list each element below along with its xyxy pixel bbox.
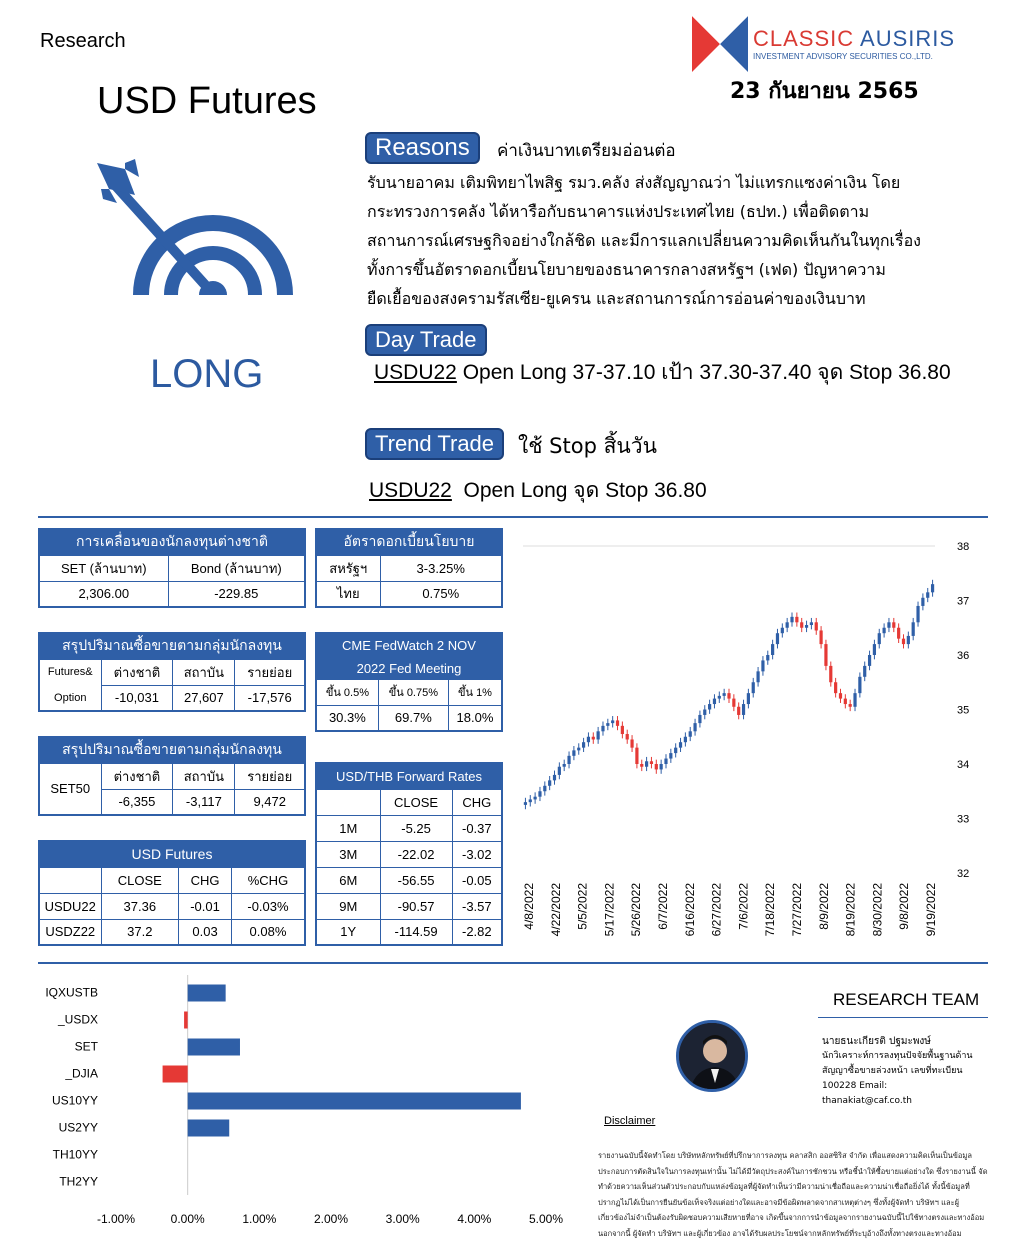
- disclaimer-body: รายงานฉบับนี้จัดทำโดย บริษัทหลักทรัพย์ที่ปรึกษาการลงทุน คลาสสิก ออสซิริส จำกัด เพื่อแสดงความคิดเห็นเป็นข้อมูลประกอบการตัดสินใจในการลงทุนเท่านั้น ไม่ได้มีวัตถุประสงค์ในการชักชวน หรือชี้นำให้ซื้อขายแต่อย่างใด ซึ่งรายงานนี้ จัดทำด้วยความเห็นส่วนตัวประกอบกับแหล่งข้อมูลที่ผู้จัดทำเห็นว่ามีความน่าเชื่อถือและความน่าเชื่อถือยิ่งได้ ทั้งนี้ข้อมูลที่ปรากฏไม่ได้เป็นการยืนยันข้อเท็จจริงแต่อย่างใดและอาจมีข้อผิดพลาดจากสาเหตุต่างๆ ซึ่งทั้งผู้จัดทำ บริษัทฯ และผู้เกี่ยวข้องไม่จำเป็นต้องรับผิดชอบความเสียหายที่อาจ เกิดขึ้นจากการนำข้อมูลจากรายงานฉบับนี้ไปใช้ทางตรงและทางอ้อม นอกจากนี้ ผู้จัดทำ บริษัทฯ และผู้เกี่ยวข้อง อาจได้รับผลประโยชน์จากหลักทรัพย์ที่ระบุอ้างถึงทั้งทางตรงและทางอ้อม: [598, 1151, 988, 1238]
- futures-flow-title: สรุปปริมาณซื้อขายตามกลุ่มนักลงทุน: [39, 633, 305, 659]
- bar: [188, 985, 226, 1002]
- page-title: USD Futures: [97, 80, 317, 122]
- analyst-name: นายธนะเกียรติ ปฐมะพงษ์: [822, 1036, 931, 1047]
- candle-body: [752, 682, 755, 693]
- row-label: 6M: [316, 867, 380, 893]
- trend-trade-plan: USDU22 Open Long จุด Stop 36.80: [369, 479, 707, 502]
- col-header: ต่างชาติ: [101, 659, 173, 685]
- candle-body: [708, 704, 711, 709]
- reasons-headline: ค่าเงินบาทเตรียมอ่อนต่อ: [497, 141, 676, 161]
- reasons-tag: Reasons: [365, 132, 480, 164]
- divider-bottom: [38, 962, 988, 964]
- cell: -22.02: [380, 841, 452, 867]
- candle-body: [849, 704, 852, 707]
- candle-body: [776, 633, 779, 644]
- row-label: 1M: [316, 815, 380, 841]
- candle-body: [921, 598, 924, 606]
- x-tick-label: 4/8/2022: [522, 883, 536, 930]
- analyst-avatar: [676, 1020, 748, 1092]
- row-label: 3M: [316, 841, 380, 867]
- cell: -17,576: [235, 685, 305, 711]
- x-tick-label: 7/6/2022: [736, 883, 751, 930]
- candle-body: [572, 750, 575, 755]
- candle-body: [868, 655, 871, 666]
- cell: 2,306.00: [39, 581, 168, 607]
- candle-body: [824, 644, 827, 666]
- bar: [184, 1012, 188, 1029]
- cell: -0.01: [179, 893, 232, 919]
- cell: -0.37: [452, 815, 502, 841]
- candle-body: [839, 693, 842, 698]
- cell: 3-3.25%: [380, 555, 502, 581]
- x-tick-label: 0.00%: [170, 1212, 205, 1226]
- candle-body: [907, 636, 910, 644]
- col-header: สถาบัน: [173, 659, 235, 685]
- candle-body: [679, 742, 682, 747]
- bar: [163, 1066, 188, 1083]
- candle-body: [887, 622, 890, 627]
- set50-flow-table: [38, 736, 306, 816]
- candle-body: [897, 628, 900, 639]
- futures-flow-table: [38, 632, 306, 712]
- reasons-body: รับนายอาคม เติมพิทยาไพสิฐ รมว.คลัง ส่งสัญญาณว่า ไม่แทรกแซงค่าเงิน โดย กระทรวงการคลัง ได้หารือกับธนาคารแห่งประเทศไทย (ธปท.) เพื่อติดตาม สถานการณ์เศรษฐกิจอย่างใกล้ชิด และมีการแลกเปลี่ยนความคิดเห็นกันในทุกเรื่อง ทั้งการขึ้นอัตราดอกเบี้ยนโยบายของธนาคารกลางสหรัฐฯ (เฟด) ปัญหาความ ยืดเยื้อของสงครามรัสเซีย-ยูเครน และสถานการณ์การอ่อนค่าของเงินบาท: [367, 173, 921, 308]
- foreign-flow-table: [38, 528, 306, 608]
- x-tick-label: 9/8/2022: [897, 883, 912, 930]
- candle-body: [718, 696, 721, 699]
- candle-body: [655, 764, 658, 769]
- cell: -5.25: [380, 815, 452, 841]
- candle-body: [723, 693, 726, 696]
- x-tick-label: -1.00%: [96, 1212, 136, 1226]
- candle-body: [664, 759, 667, 764]
- x-tick-label: 4/22/2022: [548, 883, 563, 937]
- usd-futures-title: USD Futures: [39, 841, 305, 867]
- bar: [188, 1039, 240, 1056]
- cell: 0.08%: [231, 919, 305, 945]
- col-header: รายย่อย: [235, 763, 305, 789]
- report-date: 23 กันยายน 2565: [730, 79, 919, 104]
- cell: -229.85: [168, 581, 305, 607]
- candle-body: [524, 802, 527, 805]
- candle-body: [587, 737, 590, 742]
- candle-body: [795, 617, 798, 622]
- cell: 0.03: [179, 919, 232, 945]
- candle-body: [819, 630, 822, 644]
- candle-body: [650, 761, 653, 764]
- candle-body: [761, 660, 764, 671]
- candle-body: [684, 737, 687, 742]
- cell: -0.03%: [231, 893, 305, 919]
- cell: -90.57: [380, 893, 452, 919]
- category-label: _USDX: [57, 1012, 98, 1027]
- x-tick-label: 2.00%: [313, 1212, 349, 1226]
- candle-body: [592, 737, 595, 740]
- candle-body: [771, 644, 774, 655]
- x-tick-label: 5.00%: [528, 1212, 564, 1226]
- candle-body: [558, 767, 561, 775]
- candle-body: [727, 693, 730, 698]
- x-tick-label: 4.00%: [457, 1212, 492, 1226]
- category-label: TH10YY: [52, 1147, 98, 1162]
- candle-body: [931, 584, 934, 592]
- col-header: CHG: [179, 867, 232, 893]
- candle-body: [611, 720, 614, 723]
- blank-cell: [316, 789, 380, 815]
- forward-rates-title: USD/THB Forward Rates: [316, 763, 502, 789]
- candle-body: [737, 707, 740, 715]
- candle-body: [834, 682, 837, 693]
- analyst-role: นักวิเคราะห์การลงทุนปัจจัยพื้นฐานด้านสัญญาซื้อขายล่วงหน้า เลขที่ทะเบียน 100228 Email:: [822, 1051, 973, 1091]
- candle-body: [660, 764, 663, 769]
- divider-top: [38, 516, 988, 518]
- candle-body: [912, 622, 915, 636]
- candle-body: [781, 628, 784, 633]
- col-header: รายย่อย: [235, 659, 305, 685]
- market-change-bar-chart: [38, 975, 578, 1235]
- cell: 37.2: [101, 919, 179, 945]
- x-tick-label: 6/7/2022: [656, 883, 670, 930]
- candle-body: [698, 715, 701, 723]
- candle-body: [747, 693, 750, 704]
- candle-body: [853, 693, 856, 707]
- disclaimer-title: Disclaimer: [604, 1115, 656, 1127]
- x-tick-label: 9/19/2022: [924, 883, 938, 937]
- category-label: US10YY: [51, 1093, 98, 1108]
- candle-body: [786, 622, 789, 627]
- bar: [188, 1093, 521, 1110]
- brand-subtitle: INVESTMENT ADVISORY SECURITIES CO.,LTD.: [753, 52, 933, 61]
- forward-rates-table: [315, 762, 503, 946]
- candle-body: [800, 622, 803, 627]
- candle-body: [582, 742, 585, 747]
- candle-body: [597, 731, 600, 739]
- candle-body: [844, 699, 847, 704]
- y-tick-label: 33: [957, 813, 970, 826]
- col-header: %CHG: [231, 867, 305, 893]
- col-header: ต่างชาติ: [101, 763, 173, 789]
- person-icon: [679, 1023, 748, 1092]
- candle-body: [713, 699, 716, 704]
- row-label: ไทย: [316, 581, 380, 607]
- candle-body: [815, 622, 818, 630]
- candle-body: [553, 775, 556, 780]
- cell: -3.02: [452, 841, 502, 867]
- fedwatch-title-1: CME FedWatch 2 NOV: [316, 633, 502, 657]
- cell: -0.05: [452, 867, 502, 893]
- candle-body: [621, 726, 624, 734]
- row-label: USDZ22: [39, 919, 101, 945]
- row-label: Option: [39, 685, 101, 711]
- col-header: SET (ล้านบาท): [39, 555, 168, 581]
- candle-body: [873, 644, 876, 655]
- candle-body: [805, 625, 808, 628]
- candle-body: [916, 606, 919, 622]
- candle-body: [640, 764, 643, 767]
- y-tick-label: 36: [957, 650, 970, 662]
- foreign-flow-title: การเคลื่อนของนักลงทุนต่างชาติ: [39, 529, 305, 555]
- set50-flow-title: สรุปปริมาณซื้อขายตามกลุ่มนักลงทุน: [39, 737, 305, 763]
- category-label: TH2YY: [59, 1174, 98, 1189]
- cell: -2.82: [452, 919, 502, 945]
- y-tick-label: 38: [957, 541, 970, 553]
- col-header: CLOSE: [101, 867, 179, 893]
- candle-body: [766, 655, 769, 660]
- x-tick-label: 1.00%: [242, 1212, 277, 1226]
- col-header: สถาบัน: [173, 763, 235, 789]
- candle-body: [601, 726, 604, 731]
- candle-body: [878, 633, 881, 644]
- candle-body: [616, 720, 619, 725]
- day-trade-plan: USDU22 Open Long 37-37.10 เป้า 37.30-37.40 จุด Stop 36.80: [374, 361, 951, 384]
- x-tick-label: 5/5/2022: [575, 883, 590, 930]
- candle-body: [534, 797, 537, 800]
- trend-trade-note: ใช้ Stop สิ้นวัน: [518, 434, 657, 458]
- x-tick-label: 7/27/2022: [790, 883, 804, 937]
- x-tick-label: 7/18/2022: [763, 883, 778, 937]
- policy-rate-title: อัตราดอกเบี้ยนโยบาย: [316, 529, 502, 555]
- row-label: 9M: [316, 893, 380, 919]
- col-header: ขึ้น 0.75%: [378, 679, 448, 705]
- day-trade-tag: Day Trade: [365, 324, 487, 356]
- cell: 18.0%: [448, 705, 502, 731]
- candle-body: [810, 622, 813, 625]
- row-label: Futures&: [39, 659, 101, 685]
- research-team-title: RESEARCH TEAM: [833, 990, 980, 1009]
- fedwatch-table: [315, 632, 503, 732]
- x-tick-label: 6/27/2022: [709, 883, 724, 937]
- category-label: SET: [74, 1039, 98, 1054]
- category-label: US2YY: [58, 1120, 98, 1135]
- candle-body: [645, 761, 648, 766]
- fedwatch-title-2: 2022 Fed Meeting: [316, 657, 502, 679]
- candle-body: [693, 723, 696, 731]
- candle-body: [548, 780, 551, 785]
- candle-body: [563, 764, 566, 767]
- cell: 37.36: [101, 893, 179, 919]
- candle-body: [790, 617, 793, 622]
- candle-body: [630, 739, 633, 747]
- candle-body: [883, 628, 886, 633]
- candle-body: [538, 791, 541, 796]
- candle-body: [732, 699, 735, 707]
- cell: -10,031: [101, 685, 173, 711]
- candle-body: [635, 748, 638, 764]
- section-label: Research: [40, 30, 126, 52]
- usd-candlestick-chart: [515, 530, 985, 950]
- col-header: CLOSE: [380, 789, 452, 815]
- candle-body: [902, 639, 905, 644]
- x-tick-label: 3.00%: [385, 1212, 420, 1226]
- y-tick-label: 32: [957, 868, 970, 880]
- x-tick-label: 8/19/2022: [843, 883, 858, 937]
- cell: -3,117: [173, 789, 235, 815]
- cell: 0.75%: [380, 581, 502, 607]
- row-label: 1Y: [316, 919, 380, 945]
- category-label: IQXUSTB: [45, 985, 98, 1000]
- candle-body: [577, 748, 580, 751]
- cell: 30.3%: [316, 705, 378, 731]
- cell: -3.57: [452, 893, 502, 919]
- policy-rate-table: [315, 528, 503, 608]
- trend-trade-tag: Trend Trade: [365, 428, 504, 460]
- x-tick-label: 6/16/2022: [682, 883, 697, 937]
- y-tick-label: 37: [957, 595, 970, 608]
- candle-body: [863, 666, 866, 677]
- col-header: CHG: [452, 789, 502, 815]
- col-header: ขึ้น 0.5%: [316, 679, 378, 705]
- cell: 27,607: [173, 685, 235, 711]
- candle-body: [606, 723, 609, 726]
- target-icon: [95, 155, 295, 300]
- blank-cell: [39, 867, 101, 893]
- bar: [188, 1120, 230, 1137]
- row-label: USDU22: [39, 893, 101, 919]
- x-tick-label: 5/17/2022: [602, 883, 617, 937]
- signal-label: LONG: [150, 352, 264, 396]
- candle-body: [858, 677, 861, 693]
- candle-body: [669, 753, 672, 758]
- candle-body: [543, 786, 546, 791]
- cell: 9,472: [235, 789, 305, 815]
- candle-body: [529, 799, 532, 802]
- candle-body: [689, 731, 692, 736]
- usd-futures-table: [38, 840, 306, 946]
- row-label: SET50: [39, 763, 101, 815]
- x-tick-label: 8/30/2022: [870, 883, 885, 937]
- x-tick-label: 5/26/2022: [629, 883, 644, 937]
- candle-body: [926, 592, 929, 597]
- candle-body: [892, 622, 895, 627]
- team-divider: [818, 1017, 988, 1018]
- candle-body: [742, 704, 745, 715]
- col-header: ขึ้น 1%: [448, 679, 502, 705]
- candle-body: [626, 734, 629, 739]
- y-tick-label: 34: [957, 759, 970, 771]
- candle-body: [829, 666, 832, 682]
- cell: -114.59: [380, 919, 452, 945]
- candle-body: [567, 756, 570, 764]
- cell: -56.55: [380, 867, 452, 893]
- cell: -6,355: [101, 789, 173, 815]
- analyst-info: [822, 1034, 992, 1109]
- candle-body: [756, 671, 759, 682]
- brand-name: CLASSIC AUSIRIS: [753, 26, 956, 51]
- cell: 69.7%: [378, 705, 448, 731]
- category-label: _DJIA: [65, 1066, 98, 1081]
- analyst-email: thanakiat@caf.co.th: [822, 1096, 912, 1106]
- col-header: Bond (ล้านบาท): [168, 555, 305, 581]
- y-tick-label: 35: [957, 704, 970, 717]
- row-label: สหรัฐฯ: [316, 555, 380, 581]
- candle-body: [703, 710, 706, 715]
- brand-logo-icon: [692, 16, 748, 72]
- x-tick-label: 8/9/2022: [816, 883, 831, 930]
- candle-body: [674, 748, 677, 753]
